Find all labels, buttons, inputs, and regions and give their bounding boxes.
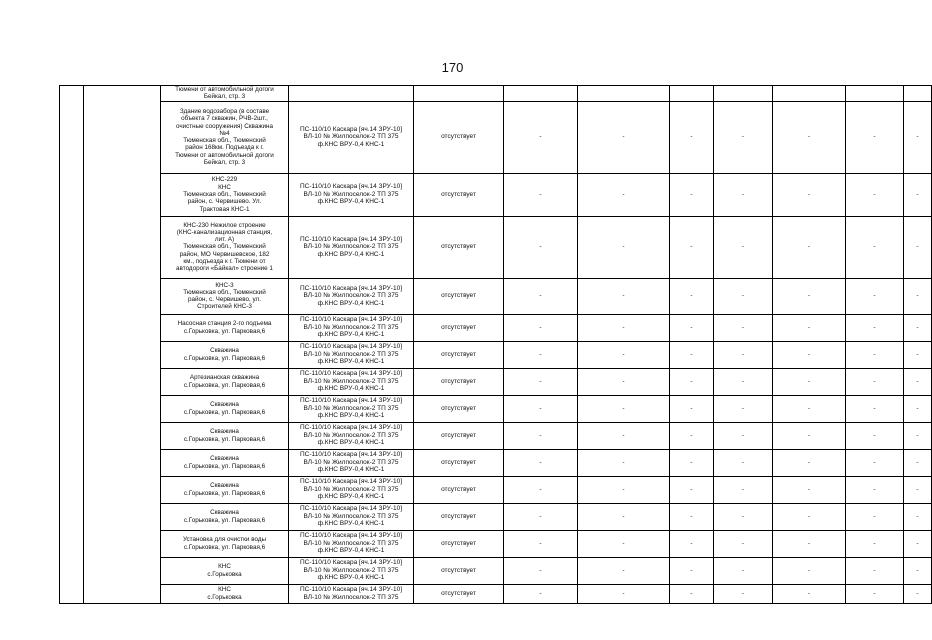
object-name-line: Здание водозабора (в составе: [179, 107, 270, 115]
feeder-line: ПС-110/10 Каскара [яч.14 ЗРУ-10]: [299, 586, 403, 593]
value-cell: -: [714, 584, 773, 603]
object-name-line: Артезианская скважина: [189, 374, 260, 382]
value-cell: -: [670, 216, 714, 278]
value-cell: -: [773, 173, 846, 216]
status-cell: отсутствует: [414, 314, 504, 341]
value-cell: -: [578, 449, 670, 476]
value-cell: -: [773, 216, 846, 278]
value-cell: -: [670, 368, 714, 395]
value-cell: -: [846, 530, 904, 557]
object-name-line: КНС: [218, 183, 231, 191]
object-name-line: Тюменская обл., Тюменский: [183, 137, 266, 145]
feeder-line: ф.КНС ВРУ-0,4 КНС-1: [317, 299, 385, 307]
status-cell: отсутствует: [414, 503, 504, 530]
object-name-line: с.Горьковка, ул. Парковая,6: [183, 489, 266, 497]
value-cell: -: [714, 395, 773, 422]
feeder-line: ПС-110/10 Каскара [яч.14 ЗРУ-10]: [299, 343, 403, 351]
value-cell: -: [504, 341, 578, 368]
value-cell: -: [904, 557, 932, 584]
value-cell: -: [846, 101, 904, 173]
table-row: [60, 341, 932, 368]
object-name-line: с.Горьковка, ул. Парковая,6: [183, 462, 266, 470]
value-cell: -: [714, 557, 773, 584]
value-cell: -: [846, 173, 904, 216]
value-cell: -: [904, 449, 932, 476]
object-name-line: КНС-230 Нежилое строение: [183, 221, 266, 229]
value-cell: -: [904, 173, 932, 216]
value-cell: -: [714, 422, 773, 449]
document-table: [59, 85, 932, 604]
feeder-cell: [289, 341, 414, 368]
value-cell: -: [714, 449, 773, 476]
feeder-line: ф.КНС ВРУ-0,4 КНС-1: [317, 520, 385, 528]
table-row: [60, 216, 932, 278]
feeder-line: ПС-110/10 Каскара [яч.14 ЗРУ-10]: [299, 125, 403, 133]
status-cell: отсутствует: [414, 278, 504, 314]
feeder-cell: [289, 216, 414, 278]
value-cell: -: [714, 278, 773, 314]
table-row: [60, 173, 932, 216]
feeder-line: ф.КНС ВРУ-0,4 КНС-1: [317, 439, 385, 447]
object-name-line: объекта 7 скважин, РЧВ-2шт.,: [181, 115, 268, 123]
value-cell: -: [670, 476, 714, 503]
object-name-cell: [161, 476, 289, 503]
status-cell: отсутствует: [414, 530, 504, 557]
value-cell: [578, 86, 670, 102]
feeder-line: ВЛ-10 № Жилпоселок-2 ТП 375: [303, 243, 399, 251]
value-cell: -: [504, 314, 578, 341]
status-cell: отсутствует: [414, 395, 504, 422]
value-cell: -: [504, 503, 578, 530]
value-cell: -: [578, 503, 670, 530]
feeder-line: ПС-110/10 Каскара [яч.14 ЗРУ-10]: [299, 316, 403, 324]
feeder-cell: [289, 584, 414, 603]
status-cell: отсутствует: [414, 368, 504, 395]
feeder-cell: [289, 86, 414, 102]
feeder-cell: [289, 449, 414, 476]
object-name-cell: [161, 368, 289, 395]
value-cell: -: [578, 278, 670, 314]
value-cell: -: [578, 173, 670, 216]
value-cell: -: [578, 216, 670, 278]
object-name-line: Тюменская обл., Тюменский: [183, 190, 266, 198]
value-cell: -: [846, 216, 904, 278]
object-name-line: район, с. Червишево, ул.: [188, 296, 261, 304]
value-cell: -: [904, 341, 932, 368]
value-cell: -: [714, 216, 773, 278]
value-cell: -: [846, 503, 904, 530]
value-cell: -: [670, 530, 714, 557]
value-cell: -: [578, 368, 670, 395]
value-cell: -: [504, 584, 578, 603]
feeder-cell: [289, 530, 414, 557]
table-row: [60, 449, 932, 476]
table-row: [60, 503, 932, 530]
value-cell: -: [578, 341, 670, 368]
value-cell: -: [578, 395, 670, 422]
value-cell: -: [504, 476, 578, 503]
object-name-line: Скважина: [210, 347, 239, 355]
value-cell: -: [504, 449, 578, 476]
object-name-line: Скважина: [210, 428, 239, 436]
feeder-cell: [289, 101, 414, 173]
status-cell: [414, 86, 504, 102]
feeder-cell: [289, 395, 414, 422]
object-name-line: Насосная станция 2-го подъема: [177, 320, 272, 328]
object-name-cell: [161, 278, 289, 314]
object-name-line: автодороги «Байкал» строение 1: [176, 265, 273, 273]
value-cell: -: [578, 476, 670, 503]
value-cell: [504, 86, 578, 102]
value-cell: -: [578, 530, 670, 557]
feeder-line: ВЛ-10 № Жилпоселок-2 ТП 375: [303, 566, 399, 574]
value-cell: -: [714, 503, 773, 530]
object-name-line: Тюменская обл., Тюменский: [183, 243, 266, 251]
object-name-line: с.Горьковка, ул. Парковая,6: [183, 435, 266, 443]
feeder-line: ВЛ-10 № Жилпоселок-2 ТП 375: [303, 133, 399, 141]
feeder-line: ВЛ-10 № Жилпоселок-2 ТП 375: [303, 485, 399, 493]
value-cell: -: [504, 216, 578, 278]
value-cell: -: [504, 530, 578, 557]
object-name-cell: [161, 173, 289, 216]
feeder-line: ф.КНС ВРУ-0,4 КНС-1: [317, 358, 385, 366]
value-cell: -: [904, 395, 932, 422]
feeder-line: ВЛ-10 № Жилпоселок-2 ТП 375: [303, 323, 399, 331]
value-cell: -: [846, 395, 904, 422]
value-cell: -: [578, 422, 670, 449]
feeder-line: ПС-110/10 Каскара [яч.14 ЗРУ-10]: [299, 370, 403, 378]
value-cell: -: [904, 584, 932, 603]
object-name-cell: [161, 530, 289, 557]
status-cell: отсутствует: [414, 557, 504, 584]
object-name-line: лит. А): [214, 236, 235, 244]
value-cell: -: [504, 173, 578, 216]
value-cell: -: [846, 422, 904, 449]
object-name-line: Скважина: [210, 401, 239, 409]
value-cell: -: [904, 101, 932, 173]
value-cell: [670, 86, 714, 102]
feeder-cell: [289, 314, 414, 341]
feeder-cell: [289, 368, 414, 395]
value-cell: -: [773, 503, 846, 530]
value-cell: -: [504, 422, 578, 449]
value-cell: -: [846, 584, 904, 603]
status-cell: отсутствует: [414, 476, 504, 503]
object-name-line: (КНС-канализационная станция,: [176, 228, 273, 236]
value-cell: -: [670, 395, 714, 422]
feeder-cell: [289, 278, 414, 314]
table-row: [60, 86, 932, 102]
table-row: [60, 395, 932, 422]
value-cell: -: [773, 422, 846, 449]
feeder-line: ВЛ-10 № Жилпоселок-2 ТП 375: [303, 512, 399, 520]
value-cell: -: [773, 395, 846, 422]
feeder-line: ПС-110/10 Каскара [яч.14 ЗРУ-10]: [299, 183, 403, 191]
table-row: [60, 278, 932, 314]
table-row: [60, 557, 932, 584]
feeder-line: ф.КНС ВРУ-0,4 КНС-1: [317, 412, 385, 420]
value-cell: -: [670, 278, 714, 314]
object-name-cell: [161, 503, 289, 530]
value-cell: -: [904, 422, 932, 449]
feeder-line: ПС-110/10 Каскара [яч.14 ЗРУ-10]: [299, 397, 403, 405]
object-name-line: с.Горьковка, ул. Парковая,6: [183, 408, 266, 416]
feeder-line: ф.КНС ВРУ-0,4 КНС-1: [317, 331, 385, 339]
object-name-line: Скважина: [210, 482, 239, 490]
feeder-line: ПС-110/10 Каскара [яч.14 ЗРУ-10]: [299, 451, 403, 459]
value-cell: -: [904, 476, 932, 503]
value-cell: -: [773, 101, 846, 173]
value-cell: -: [773, 278, 846, 314]
feeder-line: ф.КНС ВРУ-0,4 КНС-1: [317, 547, 385, 555]
object-name-cell: [161, 449, 289, 476]
object-name-cell: [161, 101, 289, 173]
value-cell: -: [904, 216, 932, 278]
feeder-line: ПС-110/10 Каскара [яч.14 ЗРУ-10]: [299, 532, 403, 540]
object-name-line: Тюмени от автомобильной догоги: [175, 86, 274, 93]
value-cell: -: [670, 341, 714, 368]
value-cell: -: [846, 314, 904, 341]
table-row: [60, 368, 932, 395]
value-cell: [714, 86, 773, 102]
feeder-line: ВЛ-10 № Жилпоселок-2 ТП 375: [303, 539, 399, 547]
feeder-line: ф.КНС ВРУ-0,4 КНС-1: [317, 140, 385, 148]
object-name-line: с.Горьковка, ул. Парковая,6: [183, 327, 266, 335]
table-row: [60, 530, 932, 557]
object-name-line: Тюмени от автомобильной догоги: [175, 151, 274, 159]
row-number-cell: [60, 86, 84, 604]
feeder-line: ВЛ-10 № Жилпоселок-2 ТП 375: [303, 458, 399, 466]
status-cell: отсутствует: [414, 449, 504, 476]
value-cell: -: [846, 278, 904, 314]
page-number: 170: [441, 60, 464, 75]
value-cell: -: [846, 368, 904, 395]
value-cell: -: [714, 314, 773, 341]
feeder-cell: [289, 422, 414, 449]
object-name-line: Тюменская обл., Тюменский: [183, 288, 266, 296]
object-name-cell: [161, 216, 289, 278]
feeder-line: ПС-110/10 Каскара [яч.14 ЗРУ-10]: [299, 424, 403, 432]
status-cell: отсутствует: [414, 216, 504, 278]
value-cell: -: [773, 584, 846, 603]
value-cell: -: [578, 101, 670, 173]
feeder-line: ф.КНС ВРУ-0,4 КНС-1: [317, 385, 385, 393]
value-cell: -: [578, 314, 670, 341]
object-name-cell: [161, 86, 289, 102]
value-cell: -: [578, 557, 670, 584]
object-name-line: с.Горьковка, ул. Парковая,6: [183, 543, 266, 551]
value-cell: [904, 86, 932, 102]
table-row: [60, 314, 932, 341]
object-name-line: район, с. Червишево. Ул.: [187, 198, 262, 206]
value-cell: -: [714, 341, 773, 368]
value-cell: -: [670, 101, 714, 173]
value-cell: -: [670, 557, 714, 584]
value-cell: -: [773, 557, 846, 584]
value-cell: -: [670, 503, 714, 530]
object-name-line: КНС: [218, 586, 231, 594]
value-cell: -: [670, 449, 714, 476]
index-cell: [84, 86, 161, 604]
object-name-line: очистные сооружения) Скважина: [175, 122, 274, 130]
value-cell: -: [773, 530, 846, 557]
object-name-line: №4: [219, 129, 230, 137]
status-cell: отсутствует: [414, 584, 504, 603]
object-name-line: с.Горьковка: [207, 593, 242, 601]
feeder-line: ВЛ-10 № Жилпоселок-2 ТП 375: [303, 190, 399, 198]
object-name-cell: [161, 422, 289, 449]
object-name-cell: [161, 341, 289, 368]
object-name-line: Строителей КНС-3: [197, 303, 252, 311]
feeder-line: ПС-110/10 Каскара [яч.14 ЗРУ-10]: [299, 559, 403, 567]
object-name-line: район 168км. Подъезда к г.: [185, 144, 264, 152]
value-cell: -: [504, 101, 578, 173]
value-cell: -: [714, 530, 773, 557]
table-row: [60, 101, 932, 173]
feeder-line: ВЛ-10 № Жилпоселок-2 ТП 375: [303, 377, 399, 385]
value-cell: -: [773, 341, 846, 368]
value-cell: -: [904, 503, 932, 530]
object-name-cell: [161, 395, 289, 422]
table-row: [60, 584, 932, 603]
object-name-cell: [161, 557, 289, 584]
value-cell: -: [670, 422, 714, 449]
value-cell: -: [714, 476, 773, 503]
object-name-line: с.Горьковка: [207, 570, 242, 578]
value-cell: -: [504, 368, 578, 395]
table-row: [60, 476, 932, 503]
value-cell: -: [904, 314, 932, 341]
object-name-line: км., подъезда к г. Тюмени от: [183, 258, 266, 266]
feeder-line: ПС-110/10 Каскара [яч.14 ЗРУ-10]: [299, 478, 403, 486]
value-cell: -: [773, 314, 846, 341]
value-cell: -: [846, 341, 904, 368]
value-cell: -: [773, 476, 846, 503]
value-cell: -: [846, 476, 904, 503]
value-cell: -: [846, 449, 904, 476]
feeder-line: ВЛ-10 № Жилпоселок-2 ТП 375: [303, 431, 399, 439]
feeder-cell: [289, 476, 414, 503]
feeder-line: ф.КНС ВРУ-0,4 КНС-1: [317, 250, 385, 258]
object-name-line: Установка для очистки воды: [182, 536, 267, 544]
value-cell: -: [504, 557, 578, 584]
feeder-cell: [289, 173, 414, 216]
value-cell: -: [670, 584, 714, 603]
object-name-line: КНС-3: [215, 281, 234, 289]
table-row: [60, 422, 932, 449]
object-name-cell: [161, 584, 289, 603]
value-cell: -: [670, 173, 714, 216]
value-cell: -: [846, 557, 904, 584]
object-name-line: Скважина: [210, 455, 239, 463]
status-cell: отсутствует: [414, 422, 504, 449]
status-cell: отсутствует: [414, 341, 504, 368]
feeder-line: ВЛ-10 № Жилпоселок-2 ТП 375: [303, 404, 399, 412]
value-cell: [846, 86, 904, 102]
value-cell: -: [670, 314, 714, 341]
feeder-cell: [289, 557, 414, 584]
object-name-line: Трактовая КНС-1: [199, 205, 250, 213]
object-name-line: с.Горьковка, ул. Парковая,6: [183, 516, 266, 524]
feeder-line: ВЛ-10 № Жилпоселок-2 ТП 375: [303, 593, 399, 601]
value-cell: [773, 86, 846, 102]
status-cell: отсутствует: [414, 173, 504, 216]
value-cell: -: [504, 278, 578, 314]
feeder-line: ВЛ-10 № Жилпоселок-2 ТП 375: [303, 350, 399, 358]
feeder-line: ф.КНС ВРУ-0,4 КНС-1: [317, 466, 385, 474]
value-cell: -: [504, 395, 578, 422]
feeder-line: ф.КНС ВРУ-0,4 КНС-1: [317, 574, 385, 582]
feeder-line: ВЛ-10 № Жилпоселок-2 ТП 375: [303, 292, 399, 300]
object-name-line: Скважина: [210, 509, 239, 517]
value-cell: -: [773, 368, 846, 395]
value-cell: -: [904, 368, 932, 395]
feeder-line: ПС-110/10 Каскара [яч.14 ЗРУ-10]: [299, 284, 403, 292]
object-name-line: КНС-229: [211, 176, 238, 184]
object-name-cell: [161, 314, 289, 341]
value-cell: -: [578, 584, 670, 603]
value-cell: -: [714, 368, 773, 395]
object-name-line: Бейкал, стр. 3: [203, 93, 246, 101]
feeder-cell: [289, 503, 414, 530]
value-cell: -: [904, 530, 932, 557]
feeder-line: ф.КНС ВРУ-0,4 КНС-1: [317, 198, 385, 206]
value-cell: -: [714, 101, 773, 173]
object-name-line: Бейкал, стр. 3: [203, 158, 246, 166]
feeder-line: ф.КНС ВРУ-0,4 КНС-1: [317, 493, 385, 501]
feeder-line: ПС-110/10 Каскара [яч.14 ЗРУ-10]: [299, 505, 403, 513]
value-cell: -: [773, 449, 846, 476]
object-name-line: с.Горьковка, ул. Парковая,6: [183, 354, 266, 362]
value-cell: -: [714, 173, 773, 216]
object-name-line: КНС: [218, 563, 231, 571]
status-cell: отсутствует: [414, 101, 504, 173]
object-name-line: с.Горьковка, ул. Парковая,6: [183, 381, 266, 389]
object-name-line: район, МО Червишевское, 182: [179, 250, 270, 258]
value-cell: -: [904, 278, 932, 314]
feeder-line: ПС-110/10 Каскара [яч.14 ЗРУ-10]: [299, 235, 403, 243]
